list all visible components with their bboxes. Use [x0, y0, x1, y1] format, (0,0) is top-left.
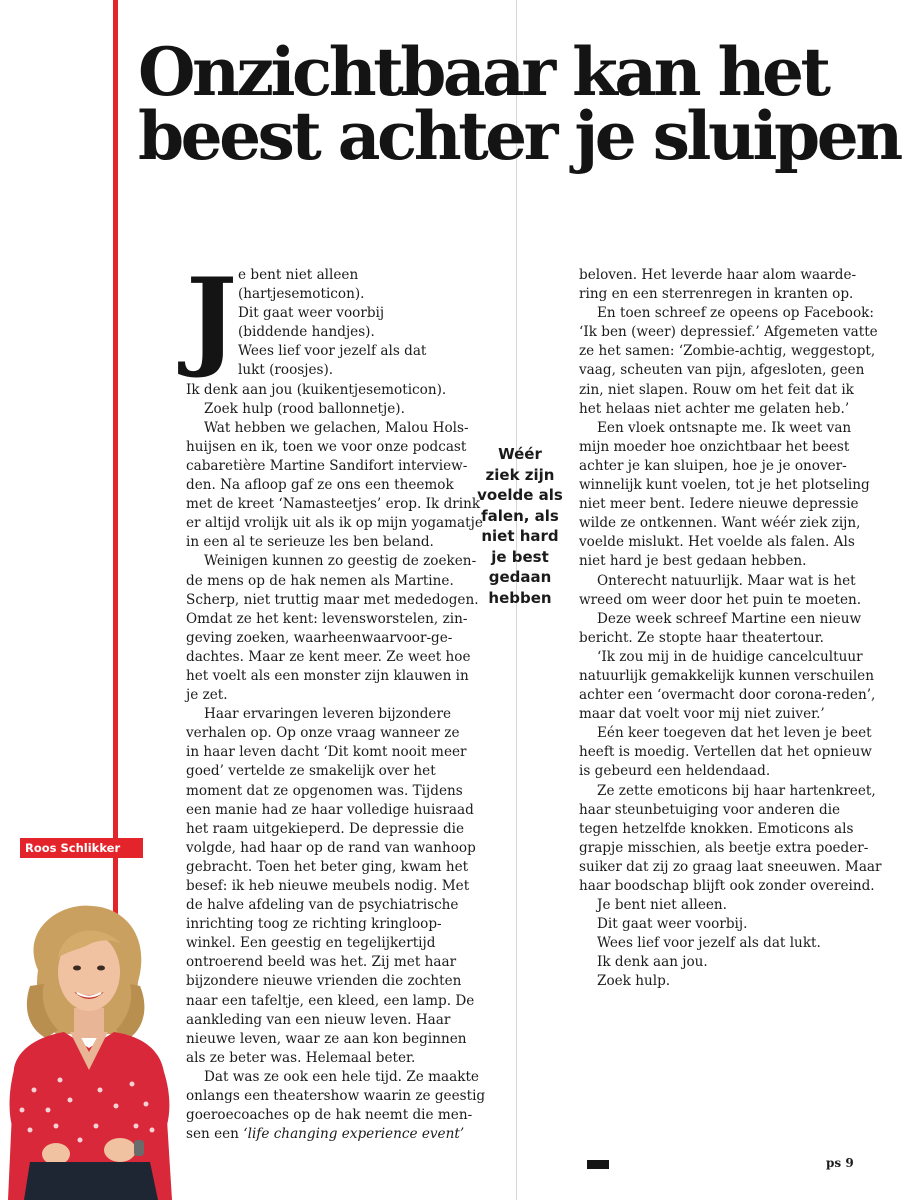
text-line	[186, 953, 457, 972]
text-line	[579, 285, 855, 304]
text-line	[579, 743, 872, 762]
text-line-content: tegen hetzelfde knokken. Emoticons als	[579, 820, 854, 837]
text-line	[186, 323, 444, 342]
text-line	[579, 533, 855, 552]
text-line	[579, 323, 878, 342]
text-line-content: haar boodschap blijft ook zonder overeind.	[579, 878, 875, 894]
text-line-content: de mens op de hak nemen als Martine.	[186, 572, 454, 589]
text-line-content: sen een	[186, 1126, 239, 1143]
text-line	[579, 934, 855, 953]
text-line	[579, 858, 882, 877]
text-line-content: goed’ vertelde ze smakelijk over het	[186, 763, 436, 780]
text-line	[186, 972, 462, 991]
text-line	[579, 629, 855, 648]
text-line	[186, 839, 476, 858]
text-line	[186, 381, 447, 400]
text-line-content: Wat hebben we gelachen, Malou Hols-	[204, 419, 469, 436]
text-line-content: voelde mislukt. Het voelde als falen. Als	[579, 534, 855, 551]
text-line	[579, 724, 872, 743]
text-line	[579, 972, 855, 991]
text-line-content: in haar leven dacht ‘Dit komt nooit meer	[186, 744, 467, 761]
pull-quote-line: niet hard	[481, 527, 559, 545]
text-line-content: grapje misschien, als beetje extra poeder-	[579, 839, 869, 856]
text-line-content: Eén keer toegeven dat het leven je beet	[597, 725, 872, 742]
text-line-content: als ze beter was. Helemaal beter.	[186, 1049, 416, 1066]
text-line-content: achter je kan sluipen, hoe je je onover-	[579, 457, 847, 474]
text-line	[186, 762, 444, 781]
text-line	[579, 266, 855, 285]
text-line	[579, 361, 865, 380]
text-line	[186, 610, 468, 629]
text-line	[186, 285, 444, 304]
text-line-content: Ze zette emoticons bij haar hartenkreet,	[597, 782, 876, 799]
article-column-2	[579, 266, 882, 992]
text-line-content: is gebeurd een heldendaad.	[579, 763, 771, 780]
text-line	[186, 705, 452, 724]
text-line-content: e bent niet alleen	[238, 267, 359, 283]
text-line	[186, 1087, 486, 1106]
text-line-content: haar steunbetuiging voor anderen die	[579, 801, 841, 818]
text-line-content: nieuwe leven, waar ze aan kon beginnen	[186, 1030, 467, 1047]
text-line	[579, 591, 862, 610]
text-line-content: onlangs een theatershow waarin ze geestig	[186, 1088, 486, 1105]
text-line	[186, 667, 469, 686]
text-line	[186, 572, 454, 591]
text-line	[186, 1106, 473, 1125]
text-line	[186, 648, 471, 667]
pull-quote-line: voelde als	[477, 486, 563, 504]
text-line-content: een manie had ze haar volledige huisraad	[186, 801, 474, 818]
text-line-content: Wees lief voor jezelf als dat	[238, 343, 427, 360]
text-line	[186, 438, 467, 457]
text-line-content: cabaretière Martine Sandifort interview-	[186, 457, 468, 474]
text-line-content: Een vloek ontsnapte me. Ik weet van	[597, 419, 852, 436]
text-line-content: mijn moeder hoe onzichtbaar het beest	[579, 438, 850, 455]
text-line	[186, 266, 444, 285]
text-line	[186, 1049, 444, 1068]
text-line-content: verhalen op. Op onze vraag wanneer ze	[186, 725, 460, 742]
text-line-content: Dit gaat weer voorbij.	[597, 916, 748, 933]
text-line	[186, 801, 474, 820]
text-line	[186, 400, 444, 419]
text-line	[186, 896, 459, 915]
text-line	[186, 934, 444, 953]
text-line	[579, 820, 855, 839]
text-line-content: ‘Ik ben (weer) depressief.’ Afgemeten vatte	[579, 324, 878, 341]
text-line-content: er altijd vrolijk uit als ik op mijn yogamatje	[186, 515, 483, 532]
text-line-content: winnelijk kunt voelen, tot je het plotseling	[579, 477, 870, 494]
text-line-content: de halve afdeling van de psychiatrische	[186, 897, 459, 914]
text-line	[186, 476, 454, 495]
text-line	[579, 877, 875, 896]
text-line-content: maar dat voelt voor mij niet zuiver.’	[579, 706, 825, 723]
text-line-content: inrichting toog ze richting kringloop-	[186, 916, 442, 933]
text-line-content: Je bent niet alleen.	[597, 897, 727, 914]
text-line-content: ontroerend beeld was het. Zij met haar	[186, 954, 457, 971]
text-line	[186, 1011, 451, 1030]
text-line	[186, 552, 477, 571]
pull-quote-line: ziek zijn	[485, 465, 555, 484]
text-line-content: volgde, had haar op de rand van wanhoop	[186, 839, 476, 856]
text-line-content: je zet.	[186, 687, 228, 704]
text-line-content: (hartjesemoticon).	[238, 286, 365, 303]
text-line-content: beloven. Het leverde haar alom waarde-	[579, 267, 857, 283]
text-line-content: huijsen en ik, toen we voor onze podcast	[186, 438, 467, 455]
text-line	[186, 1125, 465, 1144]
text-line	[579, 839, 869, 858]
text-line	[186, 820, 465, 839]
pull-quote-line: je best	[491, 547, 549, 566]
text-line	[186, 419, 469, 438]
text-line-content: dachtes. Maar ze kent meer. Ze weet hoe	[186, 648, 471, 665]
text-line	[186, 743, 467, 762]
pull-quote	[468, 444, 572, 608]
drop-cap: J	[186, 255, 238, 381]
text-line-content: den. Na afloop gaf ze ons een theemok	[186, 477, 454, 494]
text-line	[579, 648, 863, 667]
text-line-content: ring en een sterrenregen in kranten op.	[579, 286, 854, 303]
text-line-content: wreed om weer door het puin te moeten.	[579, 591, 862, 608]
text-line	[186, 591, 479, 610]
text-line-content: Weinigen kunnen zo geestig de zoeken-	[204, 553, 477, 570]
text-line-content: aankleding van een nieuw leven. Haar	[186, 1011, 451, 1028]
text-line-content: Deze week schreef Martine een nieuw	[597, 610, 862, 627]
text-line-content: Zoek hulp (rood ballonnetje).	[204, 400, 405, 417]
pull-quote-line: hebben	[488, 588, 552, 607]
text-line-content: Zoek hulp.	[597, 973, 671, 990]
text-line	[579, 801, 855, 820]
text-line-content: het voelt als een monster zijn klauwen in	[186, 667, 469, 684]
text-line-content: Scherp, niet truttig maar met mededogen.	[186, 591, 479, 608]
text-line	[186, 304, 444, 323]
text-line	[579, 514, 861, 533]
text-line-content: lukt (roosjes).	[238, 362, 334, 379]
text-line	[579, 572, 855, 591]
text-line-content: goeroecoaches op de hak neemt die men-	[186, 1107, 473, 1124]
text-line	[579, 686, 876, 705]
text-line	[579, 419, 855, 438]
text-line-content: Ik denk aan jou (kuikentjesemoticon).	[186, 381, 447, 398]
text-line	[579, 438, 855, 457]
text-line-content: bijzondere nieuwe vrienden die zochten	[186, 973, 462, 990]
pull-quote-line: falen, als	[481, 506, 559, 525]
article-column-1	[186, 255, 486, 1144]
text-line-content: Wees lief voor jezelf als dat lukt.	[597, 935, 821, 952]
text-line	[186, 361, 444, 380]
text-line	[579, 476, 870, 495]
text-line-content: heeft is moedig. Vertellen dat het opnieuw	[579, 744, 872, 761]
text-line	[579, 953, 855, 972]
author-portrait	[0, 900, 180, 1200]
text-line	[186, 915, 444, 934]
text-line-content: ‘Ik zou mij in de huidige cancelcultuur	[597, 648, 863, 665]
text-line	[579, 457, 855, 476]
text-line-content: geving zoeken, waarheenwaarvoor-ge-	[186, 629, 453, 646]
text-line	[186, 1030, 467, 1049]
text-line-content: het raam uitgekieperd. De depressie die	[186, 820, 465, 837]
text-line	[186, 877, 470, 896]
text-line-content: Onterecht natuurlijk. Maar wat is het	[597, 572, 856, 589]
text-line	[579, 705, 855, 724]
text-line	[579, 762, 855, 781]
text-line	[186, 629, 453, 648]
text-line-content: zin, niet slapen. Rouw om het feit dat ik	[579, 381, 854, 398]
text-line-content: wilde ze ontkennen. Want wéér ziek zijn,	[579, 515, 861, 532]
text-line-content: gebracht. Toen het beter ging, kwam het	[186, 858, 469, 875]
text-line-content: (biddende handjes).	[238, 324, 375, 341]
text-line-content: Haar ervaringen leveren bijzondere	[204, 706, 452, 723]
text-line	[186, 457, 468, 476]
text-line-content: natuurlijk gemakkelijk kunnen verschuilen	[579, 667, 874, 684]
text-line	[579, 610, 862, 629]
text-line	[579, 667, 874, 686]
text-line	[579, 381, 855, 400]
text-line-content: niet meer bent. Iedere nieuwe depressie	[579, 496, 859, 513]
text-line-content: winkel. Een geestig en tegelijkertijd	[186, 935, 436, 952]
text-line	[579, 915, 855, 934]
text-line-content: met de kreet ‘Namasteetjes’ erop. Ik drink	[186, 496, 481, 513]
text-line	[186, 686, 444, 705]
footer-bar	[587, 1160, 609, 1169]
text-line-content: vaag, scheuten van pijn, afgesloten, geen	[579, 362, 865, 379]
text-line-content: bericht. Ze stopte haar theatertour.	[579, 629, 824, 646]
text-line	[579, 896, 855, 915]
text-line-content: Omdat ze het kent: levensworstelen, zin-	[186, 610, 468, 627]
text-line-content: suiker dat zij zo graag laat sneeuwen. Maar	[579, 858, 882, 875]
text-line	[186, 782, 463, 801]
text-line-content: niet hard je best gedaan hebben.	[579, 553, 807, 570]
text-line-content: besef: ik heb nieuwe meubels nodig. Met	[186, 878, 470, 894]
headline	[138, 33, 900, 175]
pull-quote-line: gedaan	[488, 568, 552, 586]
text-line	[579, 400, 855, 419]
page-number: ps 9	[826, 1156, 854, 1170]
text-line-content: naar een tafeltje, een kleed, een lamp. De	[186, 992, 475, 1009]
text-line	[579, 304, 874, 323]
text-line	[186, 724, 460, 743]
text-line	[579, 552, 855, 571]
text-line-content: Dit gaat weer voorbij	[238, 305, 385, 322]
headline-line-1: Onzichtbaar kan het	[138, 33, 828, 111]
author-badge: Roos Schlikker	[20, 838, 143, 858]
text-line-content: Ik denk aan jou.	[597, 954, 708, 971]
text-line	[186, 992, 475, 1011]
text-line-content: Dat was ze ook een hele tijd. Ze maakte	[204, 1068, 479, 1085]
italic-phrase: ‘life changing experience event’	[243, 1126, 465, 1143]
text-line	[186, 858, 469, 877]
text-line	[186, 495, 481, 514]
text-line-content: in een al te serieuze les ben beland.	[186, 534, 434, 551]
text-line	[186, 514, 483, 533]
text-line-content: moment dat ze opgenomen was. Tijdens	[186, 782, 463, 799]
text-line	[579, 495, 859, 514]
text-line	[186, 342, 444, 361]
text-line-content: het helaas niet achter me gelaten heb.’	[579, 400, 850, 417]
text-line	[186, 1068, 479, 1087]
text-line	[186, 533, 444, 552]
text-line-content: achter een ‘overmacht door corona-reden’,	[579, 687, 876, 704]
text-line-content: En toen schreef ze opeens op Facebook:	[597, 305, 874, 322]
text-line-content: ze het samen: ‘Zombie-achtig, weggestopt,	[579, 343, 876, 360]
headline-line-2: beest achter je sluipen	[138, 97, 900, 175]
text-line	[579, 782, 876, 801]
pull-quote-line: Wéér	[498, 445, 542, 463]
text-line	[579, 342, 876, 361]
